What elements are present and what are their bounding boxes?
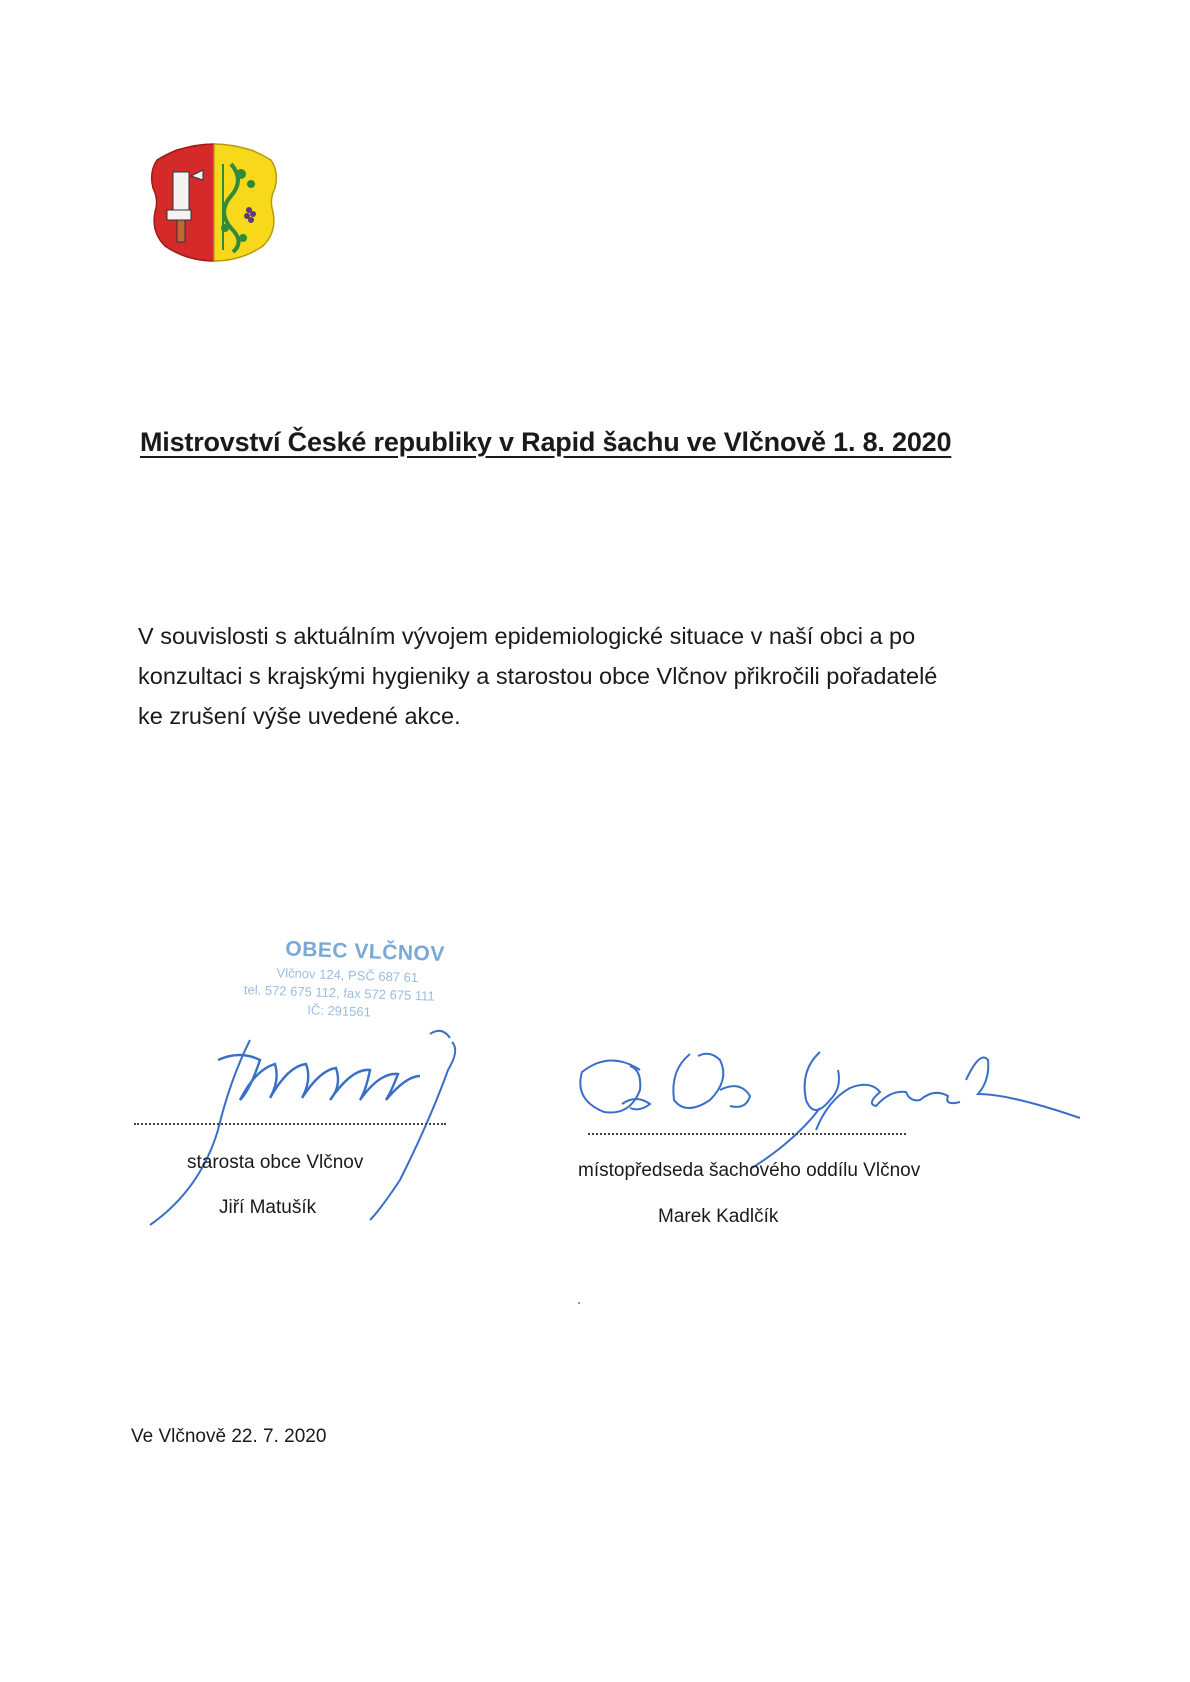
signature-line-left [134,1123,446,1125]
signature-line-right [588,1133,906,1135]
stamp-id: IČ: 291561 [307,1002,372,1020]
stamp-address: Vlčnov 124, PSČ 687 61 [276,965,419,986]
vice-chair-role: místopředseda šachového oddílu Vlčnov [578,1160,921,1181]
vice-chair-signature [570,1030,1090,1170]
document-title: Mistrovství České republiky v Rapid šachu ve Vlčnově 1. 8. 2020 [140,427,952,457]
coat-of-arms-logo [147,140,281,265]
stamp-contact: tel. 572 675 112, fax 572 675 111 [243,982,435,1004]
body-paragraph [138,616,1038,736]
mayor-name: Jiří Matušík [219,1197,317,1218]
body-line: ke zrušení výše uvedené akce. [138,703,461,729]
body-line: konzultaci s krajskými hygieniky a starostou obce Vlčnov přikročili pořadatelé [138,663,938,689]
body-line: V souvislosti s aktuálním vývojem epidemiologické situace v naší obci a po [138,623,916,649]
mayor-role: starosta obce Vlčnov [187,1152,364,1173]
stamp-title: OBEC VLČNOV [284,937,446,967]
place-and-date: Ve Vlčnově 22. 7. 2020 [131,1426,327,1447]
vice-chair-name: Marek Kadlčík [658,1206,779,1227]
scan-speck [578,1302,580,1304]
